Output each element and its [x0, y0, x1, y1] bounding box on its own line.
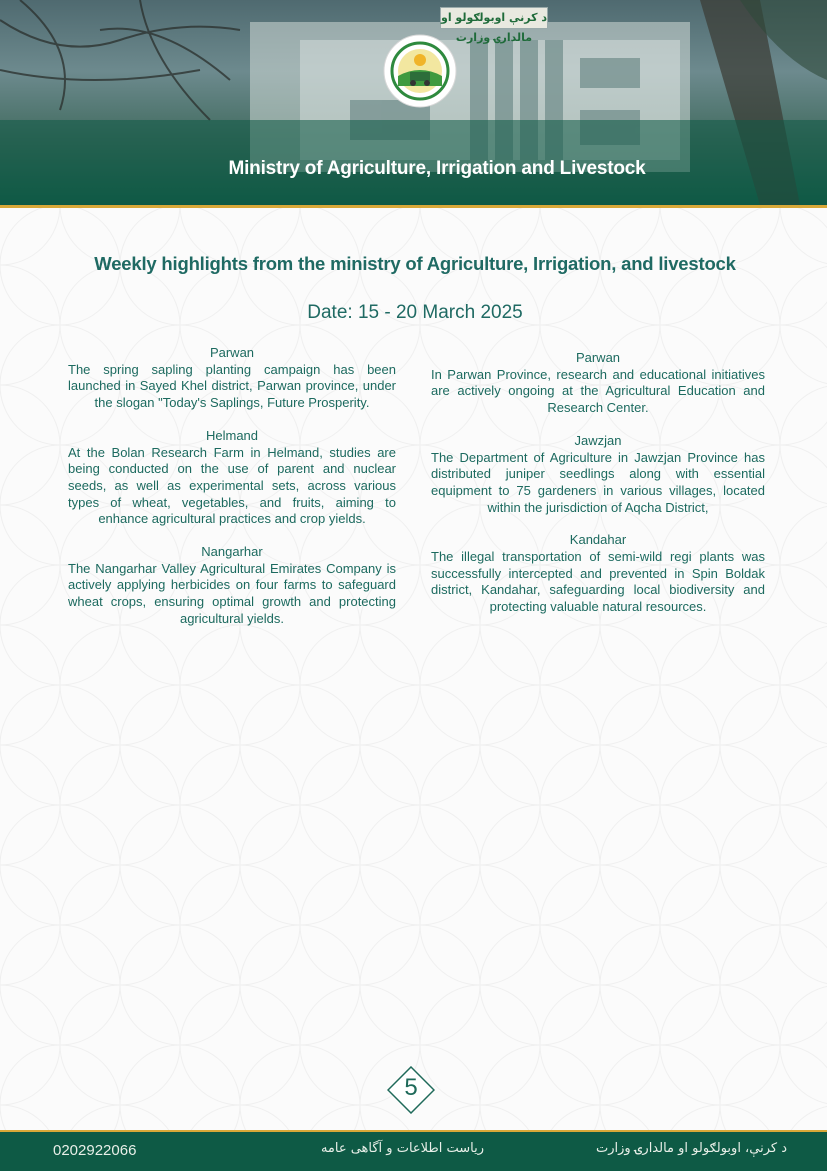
news-text: The spring sapling planting campaign has been launched in Sayed Khel district, Parwan province, under the slogan "Today's Saplings, Future Prosperity.	[68, 361, 396, 411]
news-text: The Department of Agriculture in Jawzjan Province has distributed juniper seedlings along with essential equipment to 75 gardeners in various villages, located within the jurisdiction of Aqcha District,	[431, 449, 765, 515]
date-line: Date: 15 - 20 March 2025	[307, 302, 523, 323]
background-pattern	[0, 205, 827, 1130]
news-item	[431, 532, 765, 616]
news-text: At the Bolan Research Farm in Helmand, studies are being conducted on the use of parent and nuclear seeds, as well as experimental sets, across various types of wheat, vegetables, and fruits, aiming to enhance agricultural practices and crop yields.	[68, 444, 396, 527]
news-item	[68, 345, 396, 412]
footer-ministry-name: د کرنې، اوبولګولو او مالدارۍ وزارت	[595, 1141, 787, 1156]
header-divider	[0, 205, 827, 208]
right-column	[431, 350, 765, 632]
footer-department: ریاست اطلاعات و آگاهی عامه	[320, 1141, 485, 1156]
left-column	[68, 345, 396, 644]
news-text: The illegal transportation of semi-wild regi plants was successfully intercepted and prevented in Spin Boldak district, Kandahar, safeguarding local biodiversity and protecting valuable natural resources.	[431, 549, 765, 615]
province-heading: Kandahar	[569, 532, 627, 548]
news-item	[68, 428, 396, 528]
news-text: In Parwan Province, research and educational initiatives are actively ongoing at the Agricultural Education and Research Center.	[431, 366, 765, 416]
ministry-seal-logo	[383, 34, 457, 108]
footer-bar	[0, 1130, 827, 1171]
header-title: Ministry of Agriculture, Irrigation and Livestock	[228, 158, 646, 179]
province-heading: Parwan	[575, 350, 621, 365]
building-sign: د کرنې اوبولګولو او مالدارۍ وزارت	[440, 7, 548, 29]
news-item	[431, 350, 765, 417]
province-heading: Helmand	[205, 427, 259, 443]
province-heading: Nangarhar	[201, 544, 263, 560]
news-item	[431, 433, 765, 517]
footer-phone: 0202922066	[53, 1142, 137, 1159]
page-title: Weekly highlights from the ministry of Agriculture, Irrigation, and livestock	[94, 253, 736, 274]
news-item	[68, 544, 396, 628]
header-banner	[0, 0, 827, 205]
province-heading: Parwan	[209, 345, 255, 360]
page-number: 5	[404, 1074, 418, 1101]
province-heading: Jawzjan	[574, 432, 622, 448]
news-text: The Nangarhar Valley Agricultural Emirates Company is actively applying herbicides on four farms to safeguard wheat crops, ensuring optimal growth and protecting agricultural yields.	[68, 560, 396, 626]
